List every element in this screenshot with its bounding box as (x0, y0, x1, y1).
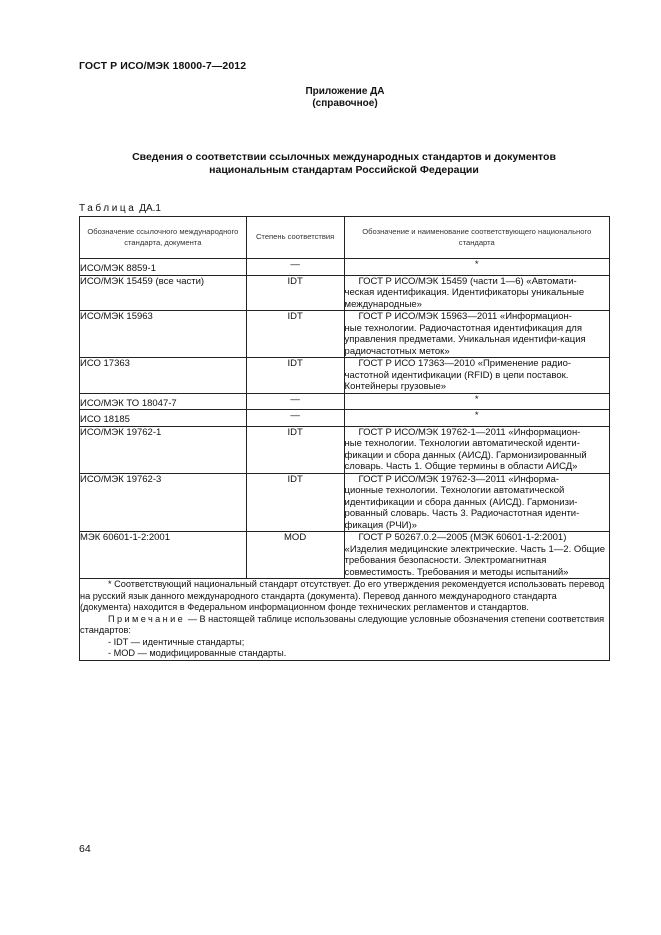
national-cell (344, 532, 609, 579)
national-text-first: ГОСТ Р ИСО/МЭК 19762-1—2011 «Информацион- (358, 426, 581, 438)
section-title-line1: Сведения о соответствии ссылочных международных стандартов и документов (132, 151, 556, 163)
national-text-first: ГОСТ Р ИСО/МЭК 19762-3—2011 «Информа- (358, 473, 560, 485)
footnote-star-text: * Соответствующий национальный стандарт отсутствует. До его утверждения рекомендуется использовать перевод на русский язык данного международного стандарта (документа). Перевод данного международного стандарта (документа) находится в Федеральном информационном фонде технических регламентов и стандартов. (80, 579, 605, 612)
national-cell (344, 311, 609, 358)
table-row (80, 410, 610, 427)
appendix-subtitle: (справочное) (312, 98, 378, 109)
header-national-standard: Обозначение и наименование соответствующего национального стандарта (344, 217, 609, 259)
page-number: 64 (79, 843, 91, 855)
table-footnote-row (80, 579, 610, 661)
national-text-rest: ционные технологии. Технологии автоматической идентификации и сбора данных (АИСД). Гармонизи-рованный словарь. Часть 3. Радиочастотная иденти-фикация (РЧИ)» (344, 485, 580, 531)
table-footnote (80, 579, 610, 661)
national-cell (344, 358, 609, 394)
national-text-first: ГОСТ Р ИСО 17363—2010 «Применение радио- (358, 358, 572, 369)
footnote-note-word: Примечание (108, 613, 186, 624)
table-row (80, 259, 610, 276)
national-text-rest: «Изделия медицинские электрические. Часть 1—2. Общие требования безопасности. Электромагнитная совместимость. Требования и методы испытаний» (344, 543, 606, 578)
ref-cell: ИСО/МЭК 15963 (80, 311, 247, 358)
national-text-rest: ческая идентификация. Идентификаторы уникальные международные» (344, 287, 585, 310)
national-text-rest: ные технологии. Радиочастотная идентификация для управления предметами. Уникальная идентифи-кация радиочастотных меток» (344, 322, 586, 357)
correspondence-table (79, 216, 610, 661)
appendix-heading (0, 86, 661, 110)
national-text-first: ГОСТ Р 50267.0.2—2005 (МЭК 60601-1-2:2001) (358, 532, 567, 543)
national-text-rest: частотной идентификации (RFID) в цепи поставок. Контейнеры грузовые» (344, 369, 569, 392)
national-cell (344, 426, 609, 473)
national-cell (344, 473, 609, 532)
document-header: ГОСТ Р ИСО/МЭК 18000-7—2012 (79, 60, 247, 72)
table-caption-number: ДА.1 (139, 203, 161, 214)
national-cell (344, 275, 609, 311)
national-cell: * (344, 259, 609, 276)
ref-cell: ИСО 17363 (80, 358, 247, 394)
table-row (80, 358, 610, 394)
national-text-first: ГОСТ Р ИСО/МЭК 15459 (части 1—6) «Автомати- (358, 275, 577, 287)
ref-cell: ИСО/МЭК 8859-1 (80, 259, 247, 276)
table-row (80, 311, 610, 358)
ref-cell: МЭК 60601-1-2:2001 (80, 532, 247, 579)
ref-cell: ИСО/МЭК 15459 (все части) (80, 275, 247, 311)
ref-cell: ИСО 18185 (80, 410, 247, 427)
footnote-note (80, 614, 609, 637)
table-header-row (80, 217, 610, 259)
footnote-list-item: - MOD — модифицированные стандарты. (108, 648, 287, 658)
degree-cell: — (246, 259, 344, 276)
table-caption (79, 203, 161, 214)
degree-cell: IDT (246, 473, 344, 532)
header-degree: Степень соответствия (246, 217, 344, 259)
national-text-first: ГОСТ Р ИСО/МЭК 15963—2011 «Информацион- (358, 311, 572, 322)
degree-cell: IDT (246, 275, 344, 311)
table-row (80, 532, 610, 579)
national-cell: * (344, 393, 609, 410)
ref-cell: ИСО/МЭК 19762-3 (80, 473, 247, 532)
degree-cell: — (246, 393, 344, 410)
section-title-line2: национальным стандартам Российской Федерации (209, 164, 479, 176)
table-row (80, 275, 610, 311)
ref-cell: ИСО/МЭК ТО 18047-7 (80, 393, 247, 410)
national-cell: * (344, 410, 609, 427)
footnote-note-text: — В настоящей таблице использованы следующие условные обозначения степени соответствия стандартов: (80, 613, 605, 635)
degree-cell: IDT (246, 358, 344, 394)
degree-cell: MOD (246, 532, 344, 579)
table-row (80, 426, 610, 473)
table-row (80, 473, 610, 532)
national-text-rest: ные технологии. Технологии автоматической иденти-фикации и сбора данных (АИСД). Гармонизированный словарь. Часть 1. Общие термины в области АИСД» (344, 438, 587, 472)
header-international-standard: Обозначение ссылочного международного стандарта, документа (80, 217, 247, 259)
footnote-list-item: - IDT — идентичные стандарты; (108, 636, 245, 647)
degree-cell: IDT (246, 311, 344, 358)
table-row (80, 393, 610, 410)
ref-cell: ИСО/МЭК 19762-1 (80, 426, 247, 473)
degree-cell: IDT (246, 426, 344, 473)
degree-cell: — (246, 410, 344, 427)
appendix-title: Приложение ДА (305, 86, 385, 97)
section-title (79, 151, 609, 177)
table-caption-word: Таблица (79, 203, 137, 214)
